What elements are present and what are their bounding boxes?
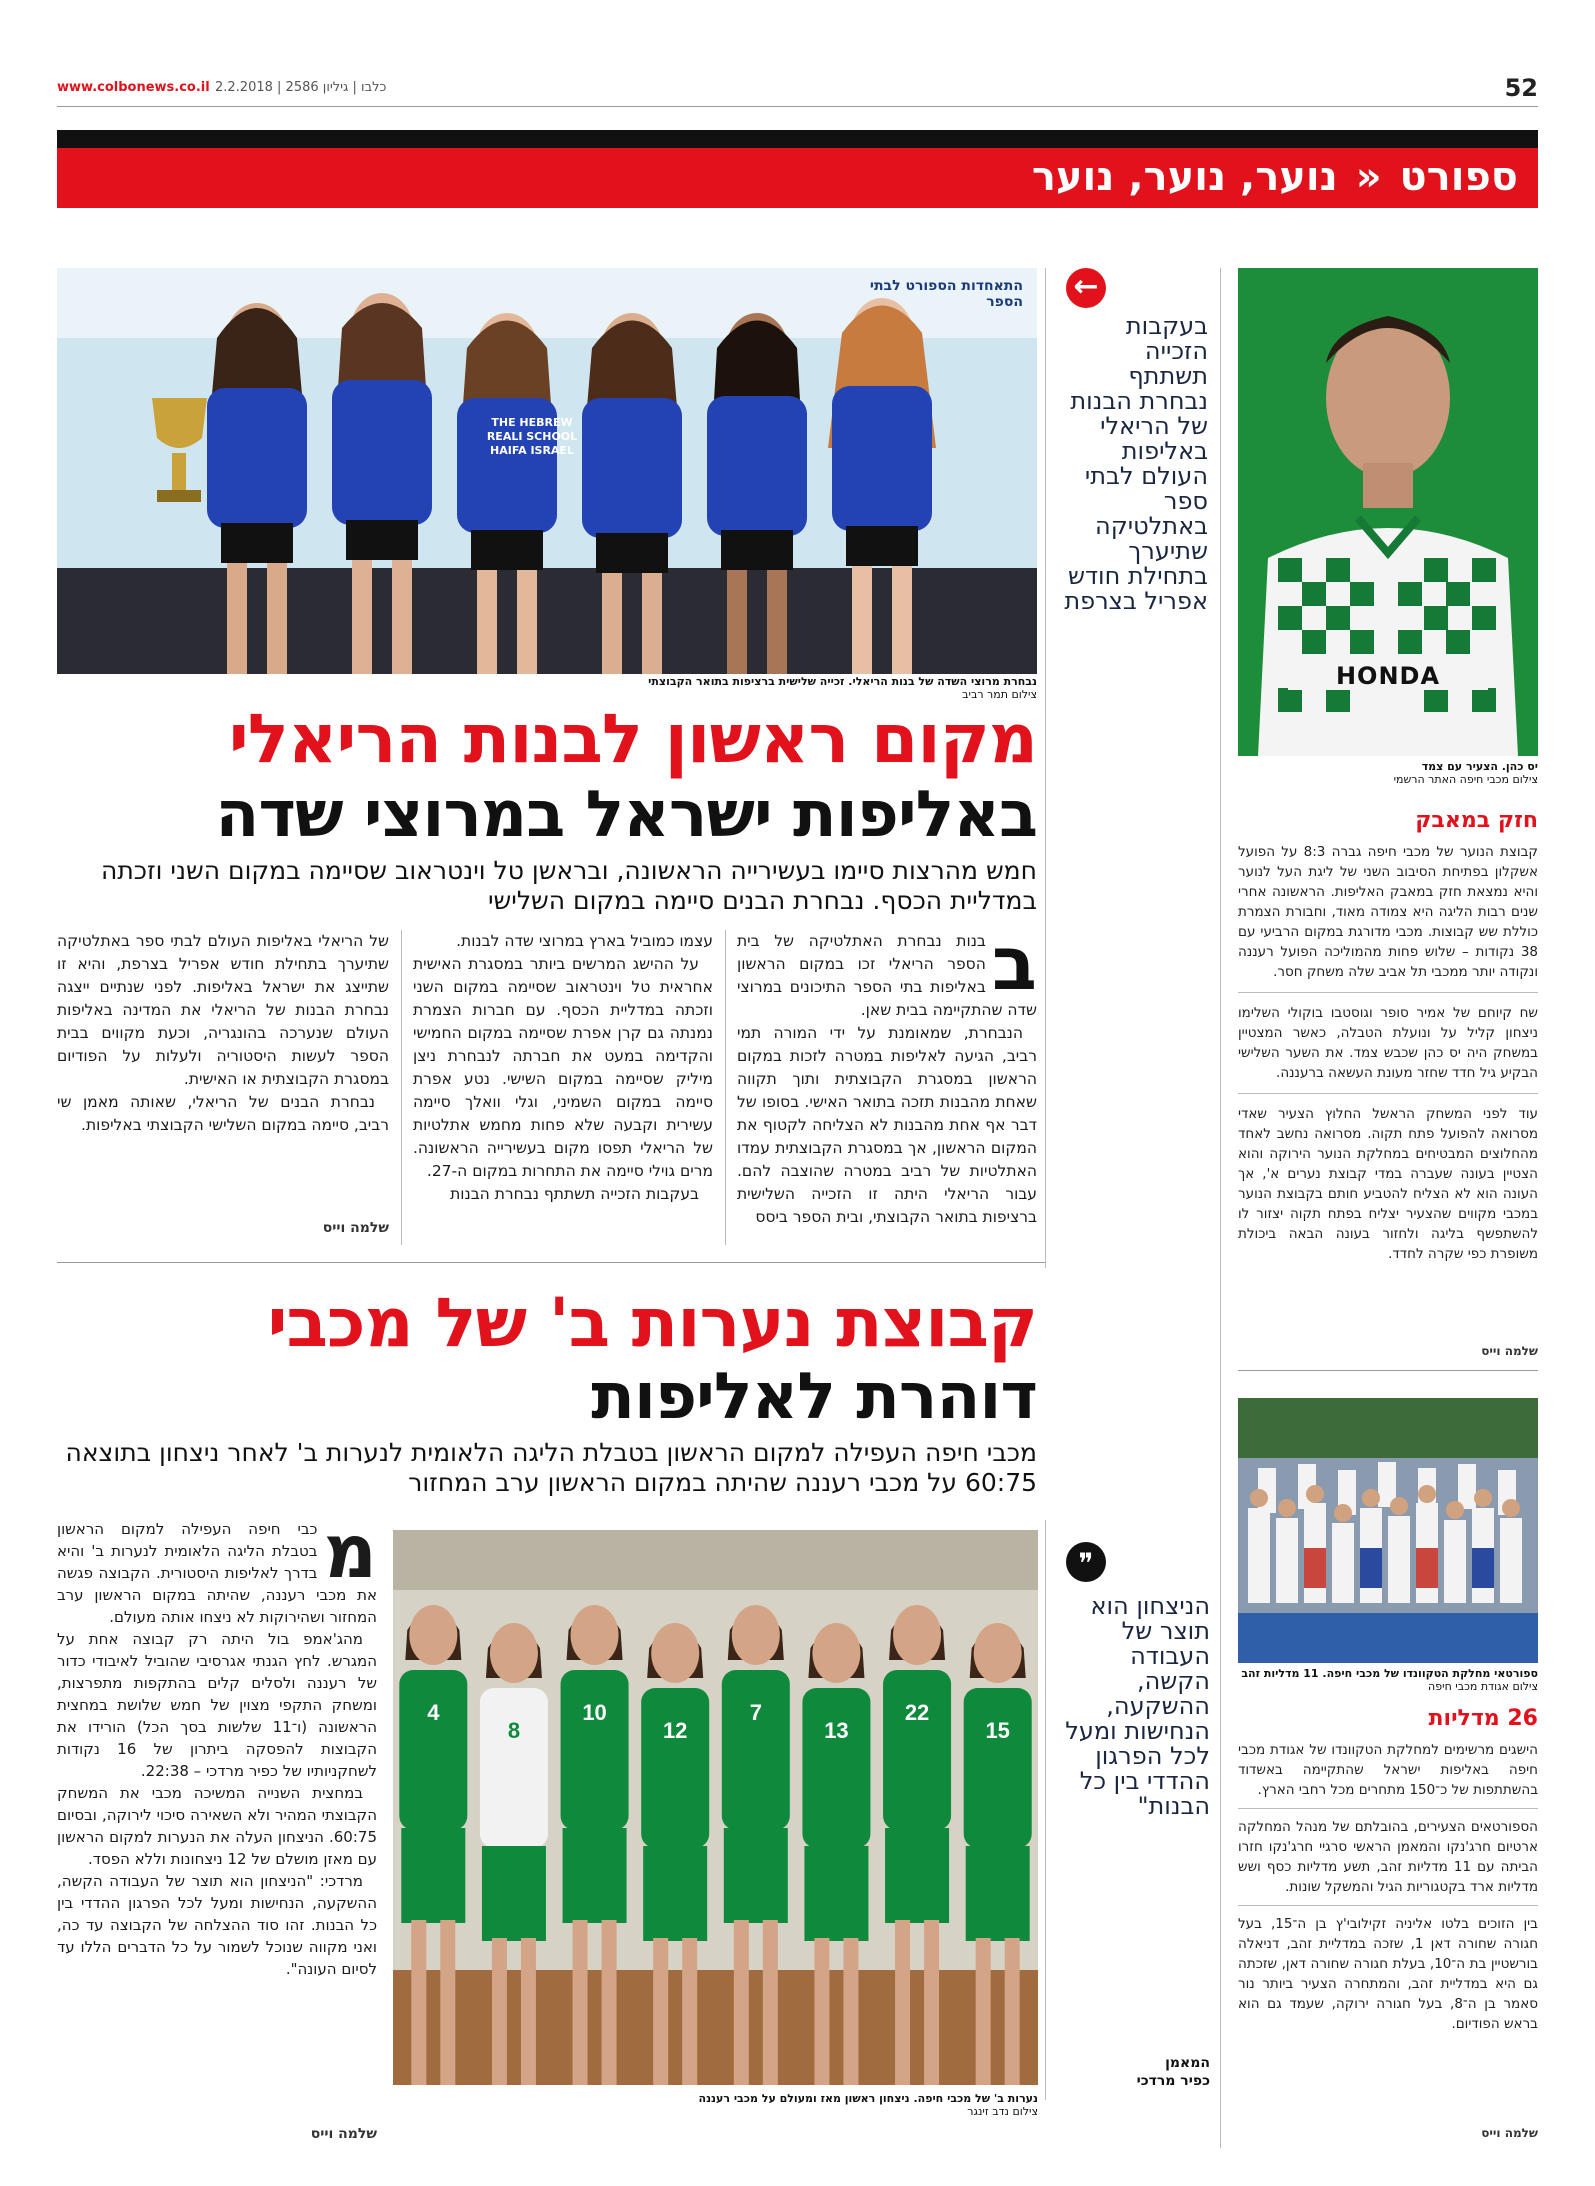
maccabi-paragraph: במחצית השנייה המשיכה מכבי את המשחק הקבוצתי המהיר ולא השאירה סיכוי לירוקה, ובסיום 60:75. הניצחון העלה את הנערות למקום הראשון עם מאזן מושלם של 12 ניצחונות וללא הפסד. [57, 1784, 377, 1868]
reali-paragraph: בנות נבחרת האתלטיקה של בית הספר הריאלי זכו במקום הראשון באליפות בתי הספר התיכונים במרוצי שדה שהתקיימה בבית שאן. [737, 932, 1037, 1019]
player-article [1238, 842, 1538, 1264]
jersey-number: 15 [985, 1718, 1010, 1743]
taekwondo-paragraph: בין הזוכים בלטו אליניה זקילובי'ץ בן ה־15, בעל חגורה שחורה דאן 1, שזכה במדליית זהב, דניאלה בורשטיין בת ה־10, בעלת חגורה שחורה דאן, שזכתה גם היא במדליית זהב, והמתחרה הצעיר ביותר נור סאמר בן ה־8, בעל חגורה ירוקה, שעמד גם הוא בראש הפודיום. [1238, 1916, 1539, 2032]
promo-arrow-icon[interactable] [1066, 268, 1106, 308]
player-paragraph: קבוצת הנוער של מכבי חיפה גברה 8:3 על הפועל אשקלון בפתיחת הסיבוב השני של ליגת העל לנוער והיא נמצאת חזק במאבק האליפות. הראשונה אחרי שנים רבות הליגה היא צמודה מאוד, וחבורת הצמרת כוללת שש קבוצות. מכבי מדורגת במקום הרביעי עם 38 נקודות – שלוש פחות מהמוליכה הפועל רעננה ונקודה יותר ממכבי תל אביב שלה משחק חסר. [1238, 844, 1538, 980]
player-headline: חזק במאבק [1415, 808, 1538, 833]
player-paragraph: שח קיוחם של אמיר סופר וגוסטבו בוקולי השלימו ניצחון קליל על ונועלת הטבלה, כאשר המצטיין במשחק היה יס כהן שכבש צמד. את השער השלישי הבקיע גיל חדד שחזר מעונת העשאה ברעננה. [1238, 1005, 1538, 1081]
top-rule [57, 106, 1538, 107]
reali-shirt-print: THE HEBREW REALI SCHOOL HAIFA ISRAEL [486, 416, 578, 457]
taekwondo-photo-credit: צילום אגודת מכבי חיפה [1428, 1680, 1538, 1693]
section-arrow-icon: « [1355, 154, 1382, 200]
reali-paragraph: על ההישג המרשים ביותר במסגרת האישית אחראית טל וינטראוב שסיימה במקום השני וזכתה במדליית הכסף. עם חברות הצמרת נמנתה גם קרן אפרת שסיימה במקום החמישי והקדימה במעט את חברתה לנבחרת ניצן מיליק שסיימה במקום השישי. נטע אפרת סיימה במקום השמיני, וגלי וואלך סיימה עשירית וקבעה שלא פחות מחמש אתלטיות של הריאלי תפסו מקום בעשירייה הראשונה. מרים גוילי סיימה את התחרות במקום ה-27. [413, 955, 713, 1180]
reali-paragraph: של הריאלי באליפות העולם לבתי ספר באתלטיקה שתיערך בתחילת חודש אפריל בצרפת, והיא זו שתייצג את ישראל באליפות. לפני שנתיים ייצגה נבחרת הבנות של הריאלי את המדינה באליפות העולם שנערכה בהונגריה, וכעת מקווים בבית הספר לעשות היסטוריה ולעלות על הפודיום במסגרת הקבוצתית או האישית. [57, 932, 389, 1088]
column-rule-right [1220, 268, 1221, 2148]
reali-paragraph: עצמו כמוביל בארץ במרוצי שדה לבנות. [456, 932, 713, 950]
taekwondo-photo [1238, 1398, 1538, 1663]
taekwondo-headline: 26 מדליות [1428, 1706, 1538, 1731]
player-photo [1238, 268, 1538, 756]
taekwondo-paragraph: הספורטאים הצעירים, בהובלתם של מנהל המחלקה ארטיום חרג'נקו והמאמן הראשי סרגיי חרג'נקו חזרו הביתה עם 11 מדליות זהב, תשע מדליות כסף ושש מדליות ארד בקטגוריות הגיל והמשקל שונות. [1238, 1819, 1538, 1895]
taekwondo-paragraph: הישגים מרשימים למחלקת הטקוונדו של אגודת מכבי חיפה באליפות ישראל שהתקיימה באשדוד בהשתתפות של כ־150 מתחרים מכל רחבי הארץ. [1238, 1742, 1538, 1798]
reali-photo-credit: צילום תמר רביב [962, 688, 1037, 701]
reali-dropcap: ב [991, 921, 1037, 1007]
player-caption [1238, 760, 1538, 786]
maccabi-byline: שלמה וייס [310, 2126, 377, 2142]
quote-name: כפיר מרדכי [1136, 2073, 1210, 2089]
maccabi-caption-text: נערות ב' של מכבי חיפה. ניצחון ראשון מאז ומעולם על מכבי רעננה [698, 2092, 1038, 2105]
jersey-number: 7 [749, 1700, 762, 1725]
quote-role: המאמן [1165, 2055, 1210, 2071]
jersey-number: 22 [904, 1700, 930, 1725]
promo-text: בעקבות הזכייה תשתתף נבחרת הבנות של הריאלי באליפות העולם לבתי ספר באתלטיקה שתיערך בתחילת חודש אפריל בצרפת [1064, 312, 1208, 615]
jersey-number: 8 [507, 1718, 521, 1743]
taekwondo-illustration [1238, 1398, 1538, 1663]
quote-mark: ❞ [1078, 1547, 1094, 1580]
quote-icon [1066, 1542, 1106, 1582]
reali-caption [57, 675, 1037, 701]
section-banner [57, 148, 1538, 208]
issue-info: כלבו | גיליון 2586 | 2.2.2018 [215, 80, 387, 95]
black-band [57, 130, 1538, 148]
reali-girls-illustration [57, 268, 1037, 674]
jersey-number: 4 [427, 1700, 440, 1725]
reali-headline-sub: באליפות ישראל במרוצי שדה [215, 778, 1037, 852]
reali-paragraph: הנבחרת, שמאומנת על ידי המורה תמי רביב, הגיעה לאליפות במטרה לזכות במקום הראשון במסגרת הקבוצתית ותוך תקווה שאחת מהבנות תזכה בתואר האישי. בסופו של דבר אף אחת מהבנות לא הצליחה לקטוף את המקום הראשון, אך במסגרת הקבוצתית עמדו האתלטיות של רביב במטרה שהוצבה להם. עבור הריאלי היתה זו הזכייה השלישית ברציפות בתואר הקבוצתי, ובית הספר ביסס [737, 1024, 1037, 1226]
reali-column-2 [413, 930, 713, 1206]
maccabi-paragraph: כבי חיפה העפילה למקום הראשון בטבלת הליגה הלאומית לנערות ב' והיא בדרך לאליפות היסטורית. הקבוצה פגשה את מכבי רעננה, שהיתה במקום הראשון ערב המחזור ושהירוקות לא ניצחו אותה מעולם. [57, 1520, 377, 1626]
quote-text: הניצחון הוא תוצר של העבודה הקשה, ההשקעה, הנחישות ומעל לכל הפרגון ההדדי בין כל הבנות" [1065, 1592, 1210, 1820]
section-subtitle: נוער, נוער, נוער [1031, 154, 1338, 200]
site-url[interactable]: www.colbonews.co.il [57, 80, 210, 95]
sidebar-divider [1238, 1370, 1538, 1371]
column-rule-promo [1045, 268, 1046, 1268]
maccabi-photo-credit: צילום נדב זינגר [967, 2105, 1038, 2118]
maccabi-headline: קבוצת נערות ב' של מכבי [267, 1284, 1037, 1363]
section-label: ספורט [1399, 154, 1518, 200]
reali-byline: שלמה וייס [322, 1220, 389, 1236]
player-caption-text: יס כהן. הצעיר עם צמד [1421, 760, 1538, 773]
reali-girls-photo [57, 268, 1037, 674]
reali-paragraph: נבחרת הבנים של הריאלי, שאותה מאמן שי רביב, סיימה במקום השלישי הקבוצתי באליפות. [57, 1093, 389, 1134]
taekwondo-caption [1238, 1667, 1538, 1693]
maccabi-caption [393, 2092, 1038, 2118]
maccabi-paragraph: מרדכי: "הניצחון הוא תוצר של העבודה הקשה, ההשקעה, הנחישות ומעל לכל הפרגון ההדדי בין כל הבנות. זהו סוד ההצלחה של הקבוצה עד כה, ואני מקווה שנוכל לשמור על כל הדברים הללו עד לסיום העונה". [57, 1872, 377, 1978]
maccabi-girls-illustration [393, 1530, 1038, 2085]
event-banner-text: התאחדות הספורט לבתי הספר [869, 278, 1023, 310]
promo-arrow-glyph: ← [1073, 269, 1099, 304]
maccabi-paragraph: מהג'אמפ בול היתה רק קבוצה אחת על המגרש. לחץ הגנתי אגרסיבי שהוביל לאיבודי כדור של רעננה ולסלים קלים בהתקפות מתפרצות, ומשחק התקפי מצוין של חמש שלושת במחצית הראשונה (ו־11 שלשות בסך הכל) הורידו את הקבוצות להפסקה ביתרון של 16 נקודות לשחקניותיו של כפיר מרדכי – 22:38. [57, 1630, 377, 1780]
jersey-number: 12 [662, 1718, 688, 1743]
maccabi-article [57, 1509, 377, 1980]
player-byline: שלמה וייס [1481, 1344, 1538, 1358]
taekwondo-byline: שלמה וייס [1481, 2126, 1538, 2140]
shirt-sponsor: HONDA [1335, 662, 1441, 690]
maccabi-subhead: מכבי חיפה העפילה למקום הראשון בטבלת הליגה הלאומית לנערות ב' לאחר ניצחון בתוצאה 60:75 על מכבי רעננה שהיתה במקום הראשון ערב המחזור [65, 1438, 1037, 1497]
reali-column-1 [737, 921, 1037, 1229]
maccabi-headline-sub: דוהרת לאליפות [591, 1360, 1037, 1434]
jersey-number: 10 [582, 1700, 607, 1725]
taekwondo-article [1238, 1740, 1538, 2034]
quote-attribution [1058, 2054, 1210, 2090]
page-number: 52 [1504, 74, 1538, 102]
section-divider [57, 1262, 1045, 1263]
player-photo-credit: צילום מכבי חיפה האתר הרשמי [1393, 773, 1538, 786]
reali-subhead: חמש מהרצות סיימו בעשירייה הראשונה, ובראשן טל וינטראוב שסיימה במקום השני וזכתה במדליית הכסף. נבחרת הבנים סיימה במקום השלישי [101, 856, 1037, 915]
maccabi-girls-photo [393, 1530, 1038, 2085]
player-paragraph: עוד לפני המשחק הראשל החלוץ הצעיר שאדי מסרואה להפועל פתח תקוה. מסרואה נחשב לאחד מהחלוצים המבטיחים במחלקת הנוער הירוקה והוא הצטיין בעונה שעברה במדי קבוצת נערים א', אך העונה הוא לא הצליח להטביע חותם בקבוצת הנוער במכבי מקווים שהצעיר יצליח בפתח תקוה יצזור לו להשתפשף בליגה ולחזור בעונה הבאה ביכולת משופרת כפי שקרה לחדד. [1238, 1106, 1538, 1262]
reali-headline: מקום ראשון לבנות הריאלי [228, 700, 1037, 779]
reali-caption-text: נבחרת מרוצי השדה של בנות הריאלי. זכייה שלישית ברציפות בתואר הקבוצתי [648, 675, 1037, 688]
maccabi-dropcap: מ [323, 1509, 377, 1595]
taekwondo-caption-text: ספורטאי מחלקת הטקוונדו של מכבי חיפה. 11 מדליות זהב [1241, 1667, 1538, 1680]
jersey-number: 13 [824, 1718, 849, 1743]
reali-column-3 [57, 930, 389, 1137]
reali-paragraph: בעקבות הזכייה תשתתף נבחרת הבנות [450, 1185, 699, 1203]
section-title [1032, 154, 1518, 200]
column-rule-quote [1045, 1520, 1046, 2100]
